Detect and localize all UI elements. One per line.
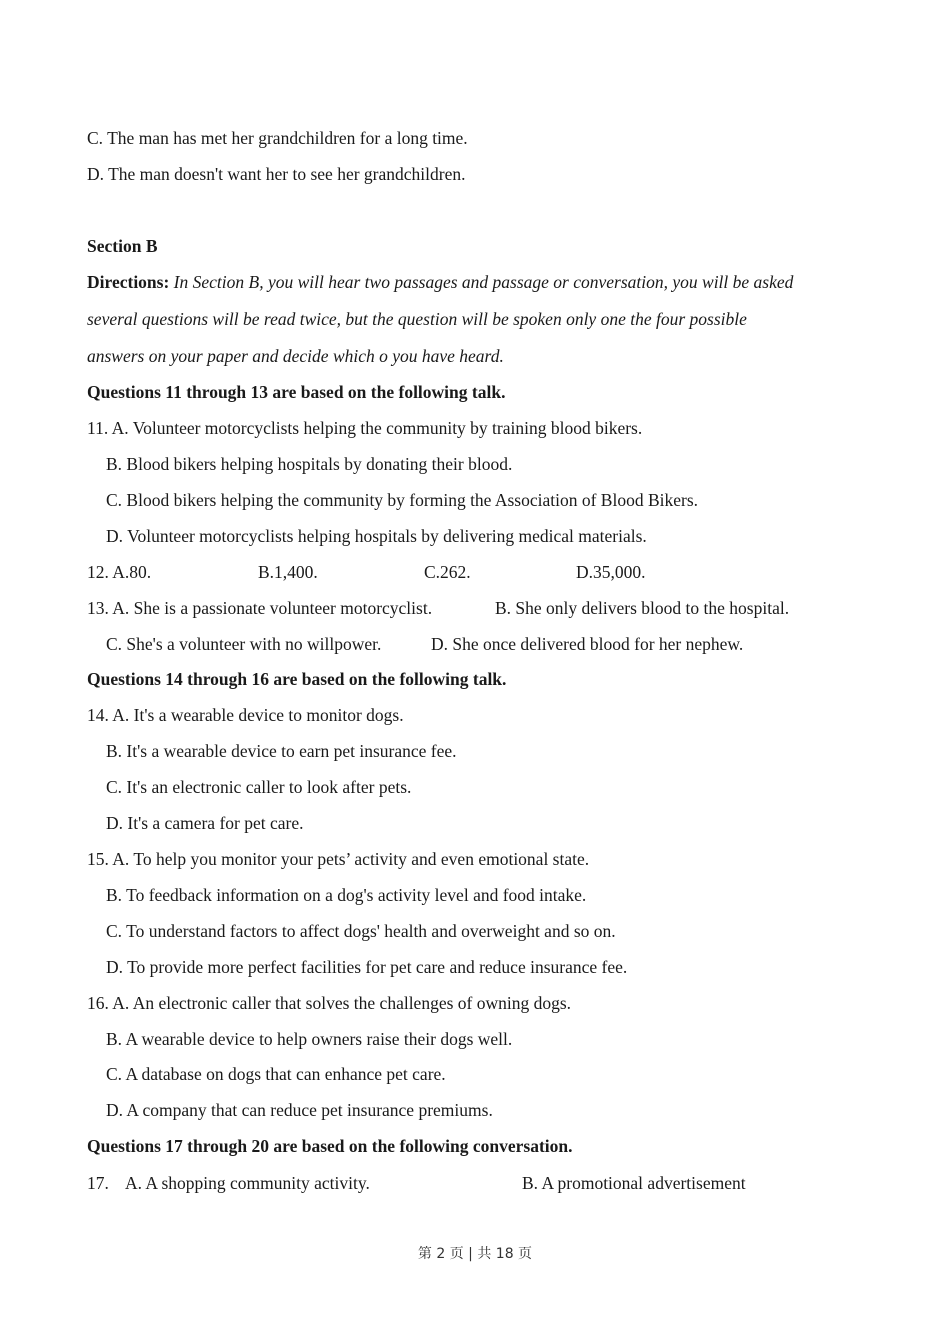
q12-option-d: D.35,000. (576, 562, 646, 582)
section-title: Section B (87, 236, 158, 256)
option-c-prev: C. The man has met her grandchildren for a long time. (87, 128, 468, 148)
directions-line-1 (87, 271, 793, 293)
q15-option-b: B. To feedback information on a dog's activity level and food intake. (106, 885, 587, 905)
q13-option-c: C. She's a volunteer with no willpower. (106, 634, 382, 654)
directions-line-2: several questions will be read twice, but the question will be spoken only one the four possible (87, 309, 747, 329)
option-d-prev: D. The man doesn't want her to see her grandchildren. (87, 164, 466, 184)
q12-option-a: 12. A.80. (87, 562, 152, 582)
directions-line-3: answers on your paper and decide which o you have heard. (87, 346, 504, 366)
q14-option-d: D. It's a camera for pet care. (106, 813, 304, 833)
q15-option-c: C. To understand factors to affect dogs' health and overweight and so on. (106, 921, 616, 941)
q17-number: 17. (87, 1173, 109, 1193)
group-heading-11-13: Questions 11 through 13 are based on the following talk. (87, 382, 506, 402)
directions-label: Directions: (87, 272, 170, 292)
q11-option-c: C. Blood bikers helping the community by forming the Association of Blood Bikers. (106, 490, 699, 510)
q15-option-d: D. To provide more perfect facilities for pet care and reduce insurance fee. (106, 957, 628, 977)
q16-option-b: B. A wearable device to help owners raise their dogs well. (106, 1029, 513, 1049)
directions-text-1: In Section B, you will hear two passages and passage or conversation, you will be asked (173, 272, 794, 292)
page-footer: 第 2 页 | 共 18 页 (417, 1246, 533, 1262)
q15-option-a: 15. A. To help you monitor your pets’ activity and even emotional state. (87, 849, 590, 869)
q13-option-b: B. She only delivers blood to the hospital. (495, 598, 790, 618)
q11-option-d: D. Volunteer motorcyclists helping hospitals by delivering medical materials. (106, 526, 647, 546)
q16-option-a: 16. A. An electronic caller that solves the challenges of owning dogs. (87, 993, 572, 1013)
q11-option-b: B. Blood bikers helping hospitals by donating their blood. (106, 454, 513, 474)
q16-option-c: C. A database on dogs that can enhance pet care. (106, 1064, 446, 1084)
q13-option-a: 13. A. She is a passionate volunteer motorcyclist. (87, 598, 433, 618)
q12-option-b: B.1,400. (258, 562, 318, 582)
q14-option-b: B. It's a wearable device to earn pet insurance fee. (106, 741, 457, 761)
q14-option-c: C. It's an electronic caller to look after pets. (106, 777, 412, 797)
group-heading-14-16: Questions 14 through 16 are based on the following talk. (87, 669, 507, 689)
q17-option-b: B. A promotional advertisement (522, 1173, 746, 1193)
group-heading-17-20: Questions 17 through 20 are based on the following conversation. (87, 1136, 573, 1156)
q13-option-d: D. She once delivered blood for her nephew. (431, 634, 744, 654)
q12-option-c: C.262. (424, 562, 471, 582)
q17-option-a: A. A shopping community activity. (125, 1173, 370, 1193)
q14-option-a: 14. A. It's a wearable device to monitor dogs. (87, 705, 404, 725)
q16-option-d: D. A company that can reduce pet insurance premiums. (106, 1100, 493, 1120)
q11-option-a: 11. A. Volunteer motorcyclists helping the community by training blood bikers. (87, 418, 643, 438)
